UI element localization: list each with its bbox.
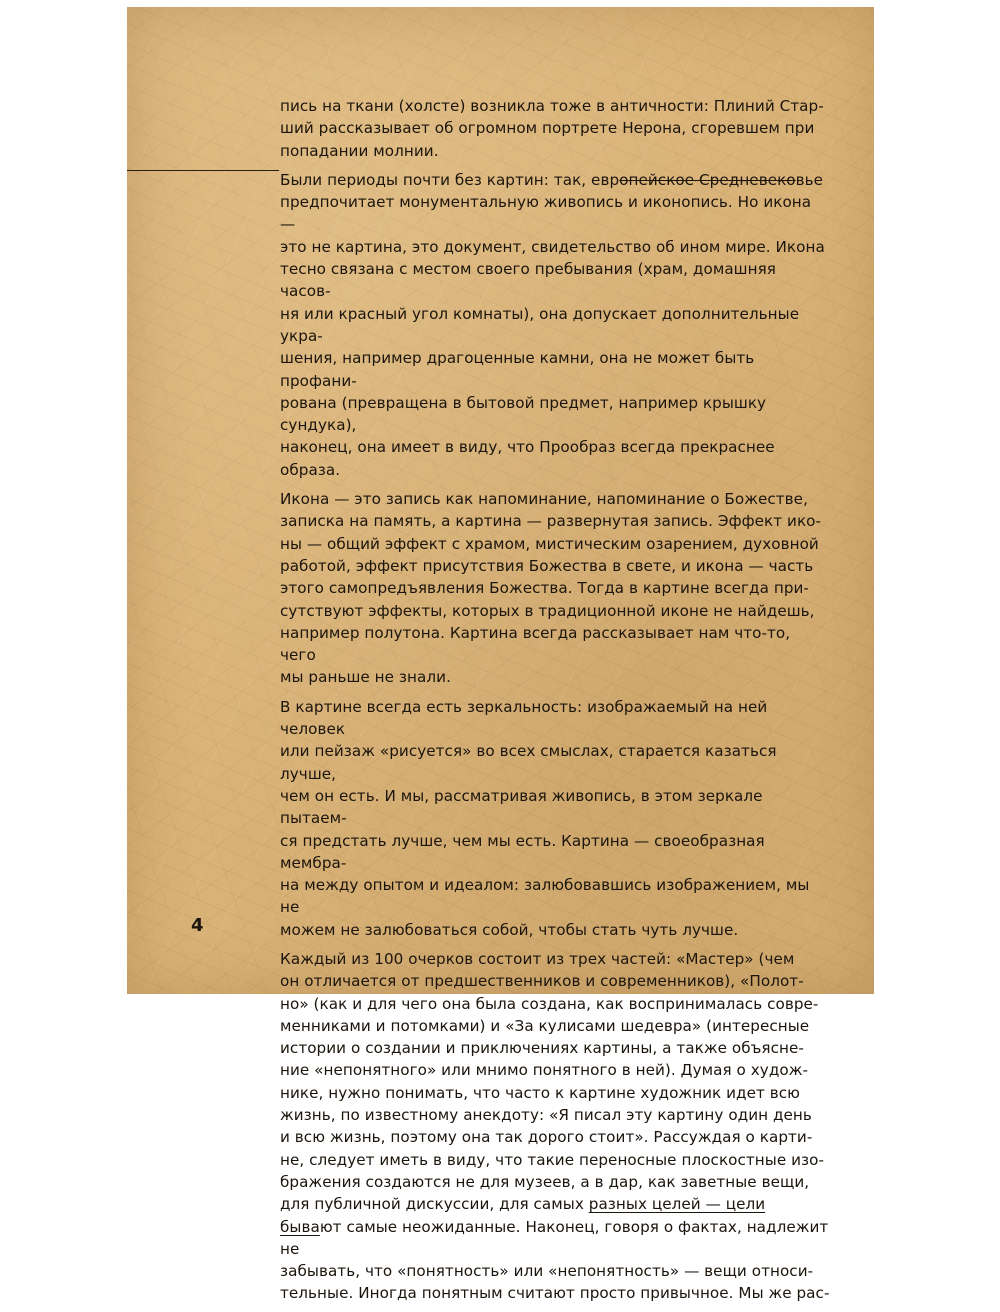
paragraph-4: В картине всегда есть зеркальность: изображаемый на ней человек или пейзаж «рисуется» во всех смыслах, старается казаться лучше, чем он есть. И мы, рассматривая живопись, в этом зеркале пытаем- ся предстать лучше, чем мы есть. Картина — своеобразная мембра- на между опытом и идеалом: залюбовавшись изображением, мы не можем не залюбоваться собой, чтобы стать чуть лучше. [280, 697, 810, 939]
paragraph-1: пись на ткани (холсте) возникла тоже в античности: Плиний Стар- ший рассказывает об огромном портрете Нерона, сгоревшем при попадании молнии. [280, 97, 824, 160]
paragraph-2-rest: вье предпочитает монументальную живопись и иконопись. Но икона — это не картина, это документ, свидетельство об ином мире. Икона тесно связана с местом своего пребывания (храм, домашняя часов- ня или красный угол комнаты), она допускает дополнительные укра- шения, например драгоценные камни, она не может быть профани- рована (превращена в бытовой предмет, например крышку сундука), наконец, она имеет в виду, что Прообраз всегда прекраснее образа. [280, 170, 825, 479]
strikethrough-segment: опейское Средневеко [619, 170, 796, 189]
paragraph-3: Икона — это запись как напоминание, напоминание о Божестве, записка на память, а картина — развернутая запись. Эффект ико- ны — общий эффект с храмом, мистическим озарением, духовной работой, эффект присутствия Божества в свете, и икона — часть этого самопредъявления Божества. Тогда в картине всегда при- сутствуют эффекты, которых в традиционной иконе не найдешь, например полутона. Картина всегда рассказывает нам что-то, чего мы раньше не знали. [280, 490, 822, 687]
body-text [280, 95, 830, 1312]
paragraph-2-lead: Были периоды почти без картин: так, евр [280, 170, 620, 189]
margin-rule [127, 170, 279, 171]
paragraph-5-rest: ют самые неожиданные. Наконец, говоря о фактах, надлежит не забывать, что «понятность» или «непонятность» — вещи относи- тельные. Иногда понятным считают просто привычное. Мы же рас- [280, 1217, 830, 1303]
paragraph-2 [280, 169, 830, 481]
underlined-segment: разных целей — цели быва [280, 1195, 766, 1236]
paragraph-5-lead: Каждый из 100 очерков состоит из трех частей: «Мастер» (чем он отличается от предшественников и современников), «Полот- но» (как и для чего она была создана, как воспринималась совре- менниками и потомками) и «За кулисами шедевра» (интересные истории о создании и приключениях картины, а также объясне- ние «непонятного» или мнимо понятного в ней). Думая о худож- нике, нужно понимать, что часто к картине художник идет всю жизнь, по известному анекдоту: «Я писал эту картину один день и всю жизнь, поэтому она так дорого стоит». Рассуждая о карти- не, следует иметь в виду, что такие переносные плоскостные изо- бражения создаются не для музеев, а в дар, как заветные вещи, для публичной дискуссии, для самых [280, 949, 825, 1214]
book-page [127, 7, 874, 1303]
page-number: 4 [191, 915, 204, 936]
paragraph-5 [280, 948, 830, 1305]
